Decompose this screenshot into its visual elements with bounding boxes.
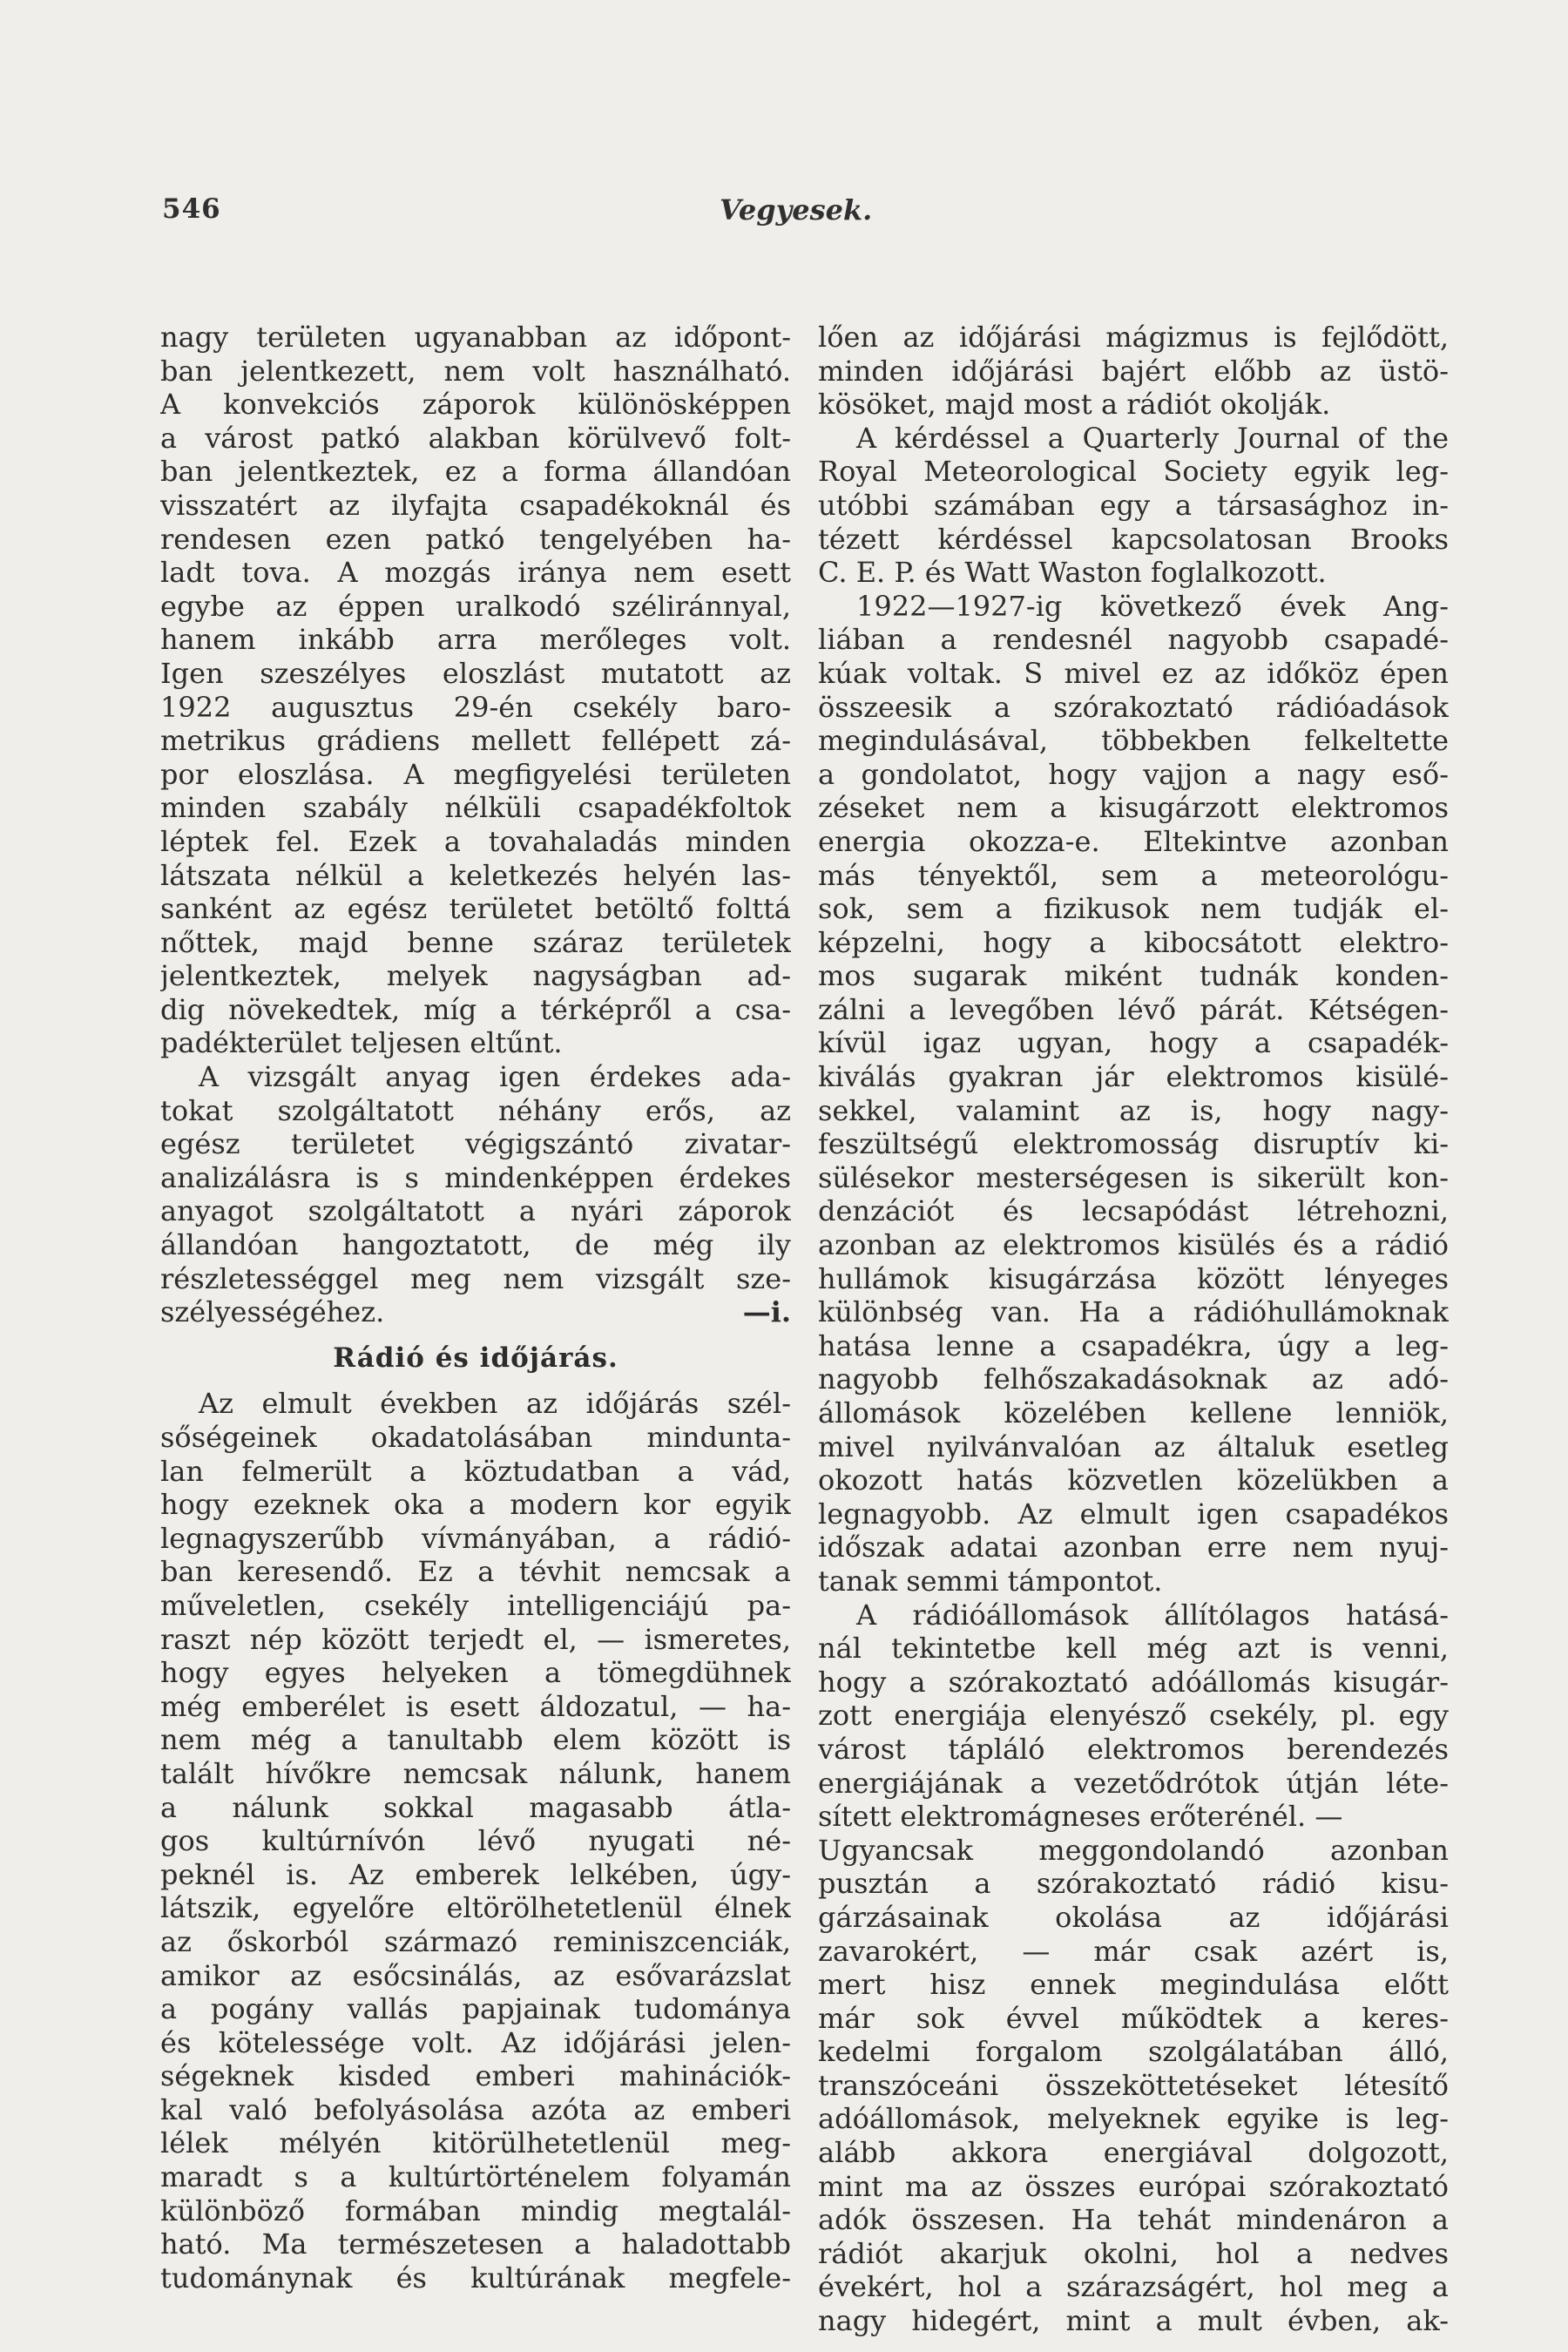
text-line: különböző formában mindig megtalál- [160, 2193, 791, 2227]
text-line: más tényektől, sem a meteorológu- [818, 858, 1449, 892]
text-line: Az elmult években az időjárás szél- [199, 1387, 791, 1421]
text-line: hogy a szórakoztató adóállomás kisugár- [818, 1665, 1449, 1699]
text-line: megindulásával, többekben felkeltette [818, 724, 1449, 758]
text-line: már sok évvel működtek a keres- [818, 2001, 1449, 2035]
text-line: adóállomások, melyeknek egyike is leg- [818, 2102, 1449, 2136]
text-line: hanem inkább arra merőleges volt. [160, 623, 791, 657]
author-signoff: —i. [742, 1295, 791, 1329]
text-line: rendesen ezen patkó tengelyében ha- [160, 522, 791, 556]
text-line: legnagyszerűbb vívmányában, a rádió- [160, 1521, 791, 1555]
text-line: kösöket, majd most a rádiót okolják. [818, 388, 1331, 422]
text-line: sített elektromágneses erőterénél. — [818, 1800, 1343, 1834]
text-line: ható. Ma természetesen a haladottabb [160, 2227, 791, 2261]
text-line: sülésekor mesterségesen is sikerült kon- [818, 1160, 1449, 1194]
text-line: léptek fel. Ezek a tovahaladás minden [160, 824, 791, 858]
text-line: raszt nép között terjedt el, — ismeretes, [160, 1622, 791, 1656]
text-line: időszak adatai azonban erre nem nyuj- [818, 1531, 1449, 1565]
left-para-1 [160, 321, 791, 1060]
text-line: és kötelessége volt. Az időjárási jelen- [160, 2025, 791, 2059]
text-line: zálni a levegőben lévő párát. Kétségen- [818, 992, 1449, 1026]
text-line: liában a rendesnél nagyobb csapadé- [818, 623, 1449, 657]
text-line: minden időjárási bajért előbb az üstö- [818, 354, 1449, 388]
text-line: összeesik a szórakoztató rádióadások [818, 690, 1449, 724]
text-line: Ugyancsak meggondolandó azonban [818, 1833, 1449, 1867]
text-line: mint ma az összes európai szórakoztató [818, 2169, 1449, 2203]
text-line: denzációt és lecsapódást létrehozni, [818, 1194, 1449, 1228]
running-title: Vegyesek. [720, 193, 873, 226]
text-line: a gondolatot, hogy vajjon a nagy eső- [818, 757, 1449, 791]
text-line: A vizsgált anyag igen érdekes ada- [199, 1060, 791, 1094]
left-para-2 [160, 1060, 791, 1329]
text-line: hullámok kisugárzása között lényeges [818, 1261, 1449, 1295]
text-line: a pogány vallás papjainak tudománya [160, 1992, 791, 2026]
text-line: analizálásra is s mindenképpen érdekes [160, 1160, 791, 1194]
text-line: nőttek, majd benne száraz területek [160, 925, 791, 959]
text-line: lően az időjárási mágizmus is fejlődött, [818, 321, 1449, 354]
right-para-4 [818, 1598, 1449, 1834]
text-line: hogy ezeknek oka a modern kor egyik [160, 1488, 791, 1522]
text-line: visszatért az ilyfajta csapadékoknál és [160, 488, 791, 522]
text-line: évekért, hol a szárazságért, hol meg a [818, 2270, 1449, 2304]
text-line: az őskorból származó reminiszcenciák, [160, 1924, 791, 1958]
text-line: állomások közelében kellene lenniök, [818, 1396, 1449, 1429]
text-line: dig növekedtek, míg a térképről a csa- [160, 992, 791, 1026]
signoff-row [160, 1295, 791, 1329]
text-line: sanként az egész területet betöltő folttá [160, 892, 791, 926]
text-line: sőségeinek okadatolásában minduntа- [160, 1421, 791, 1454]
text-line: képzelni, hogy a kibocsátott elektro- [818, 925, 1449, 959]
text-line: energiájának a vezetődrótok útján léte- [818, 1766, 1449, 1800]
text-line: nem még a tanultabb elem között is [160, 1723, 791, 1757]
text-line: okozott hatás közvetlen közelükben a [818, 1463, 1449, 1497]
text-line: ladt tova. A mozgás iránya nem esett [160, 556, 791, 590]
text-line: tanak semmi támpontot. [818, 1564, 1163, 1598]
text-line: pusztán a szórakoztató rádió kisu- [818, 1867, 1449, 1901]
text-line: látszik, egyelőre eltörölhetetlenül élnek [160, 1891, 791, 1925]
text-line: kúak voltak. S mivel ez az időköz épen [818, 656, 1449, 690]
text-line: talált hívőkre nemcsak nálunk, hanem [160, 1756, 791, 1790]
page-number: 546 [162, 193, 221, 225]
text-line: A konvekciós záporok különösképpen [160, 388, 791, 422]
text-line: zavarokért, — már csak azért is, [818, 1934, 1449, 1968]
text-line: 1922—1927-ig következő évek Ang- [856, 589, 1449, 623]
text-line: tudománynak és kultúrának megfele- [160, 2261, 791, 2295]
text-line: szélyességéhez. [160, 1295, 385, 1329]
text-line: nagy területen ugyanabban az időpont- [160, 321, 791, 354]
text-line: még emberélet is esett áldozatul, — ha- [160, 1689, 791, 1723]
text-line: amikor az esőcsinálás, az esővarázslat [160, 1958, 791, 1992]
text-line: sekkel, valamint az is, hogy nagy- [818, 1093, 1449, 1127]
text-line: különbség van. Ha a rádióhullámoknak [818, 1295, 1449, 1329]
text-line: lélek mélyén kitörülhetetlenül meg- [160, 2126, 791, 2160]
text-line: ban jelentkezett, nem volt használható. [160, 354, 791, 388]
text-line: tézett kérdéssel kapcsolatosan Brooks [818, 522, 1449, 556]
text-line: legnagyobb. Az elmult igen csapadékos [818, 1497, 1449, 1531]
text-line: várost tápláló elektromos berendezés [818, 1732, 1449, 1766]
text-line: nagy hidegért, mint a mult évben, ak- [818, 2304, 1449, 2338]
text-line: ségeknek kisded emberi mahinációk- [160, 2059, 791, 2093]
right-para-3 [818, 590, 1449, 1598]
right-column [818, 321, 1449, 2338]
text-line: nál tekintetbe kell még azt is venni, [818, 1632, 1449, 1666]
text-line: C. E. P. és Watt Waston foglalkozott. [818, 556, 1327, 590]
text-line: ban keresendő. Ez a tévhit nemcsak a [160, 1555, 791, 1589]
text-line: műveletlen, csekély intelligenciájú pa- [160, 1588, 791, 1622]
text-line: maradt s a kultúrtörténelem folyamán [160, 2160, 791, 2194]
text-line: egybe az éppen uralkodó széliránnyal, [160, 589, 791, 623]
text-line: utóbbi számában egy a társasághoz in- [818, 488, 1449, 522]
text-line: adók összesen. Ha tehát mindenáron a [818, 2203, 1449, 2237]
text-line: kívül igaz ugyan, hogy a csapadék- [818, 1026, 1449, 1060]
text-line: gos kultúrnívón lévő nyugati né- [160, 1824, 791, 1858]
text-line: energia okozza-e. Eltekintve azonban [818, 824, 1449, 858]
text-line: metrikus grádiens mellett fellépett zá- [160, 724, 791, 758]
text-line: részletességgel meg nem vizsgált sze- [160, 1261, 791, 1295]
left-para-3 [160, 1387, 791, 2295]
text-line: lan felmerült a köztudatban a vád, [160, 1454, 791, 1488]
page-header [162, 193, 873, 246]
left-column [160, 321, 791, 2295]
text-line: A kérdéssel a Quarterly Journal of the [856, 421, 1449, 455]
text-line: jelentkeztek, melyek nagyságban ad- [160, 959, 791, 993]
right-para-2 [818, 422, 1449, 590]
text-line: azonban az elektromos kisülés és a rádió [818, 1228, 1449, 1262]
text-line: Royal Meteorological Society egyik leg- [818, 455, 1449, 489]
text-line: kedelmi forgalom szolgálatában álló, [818, 2035, 1449, 2069]
text-line: a várost patkó alakban körülvevő folt- [160, 421, 791, 455]
text-line: kiválás gyakran jár elektromos kisülé- [818, 1060, 1449, 1094]
text-line: feszültségű elektromosság disruptív ki- [818, 1127, 1449, 1161]
text-line: mert hisz ennek megindulása előtt [818, 1968, 1449, 2002]
text-line: tokat szolgáltatott néhány erős, az [160, 1093, 791, 1127]
text-line: por eloszlása. A megfigyelési területen [160, 757, 791, 791]
text-line: 1922 augusztus 29-én csekély baro- [160, 690, 791, 724]
right-para-5 [818, 1834, 1449, 2338]
text-line: zott energiája elenyésző csekély, pl. egy [818, 1699, 1449, 1733]
text-line: zéseket nem a kisugárzott elektromos [818, 791, 1449, 825]
text-line: hogy egyes helyeken a tömegdühnek [160, 1656, 791, 1690]
text-line: egész területet végigszántó zivatar- [160, 1127, 791, 1161]
text-line: peknél is. Az emberek lelkében, úgy- [160, 1857, 791, 1891]
text-line: gárzásainak okolása az időjárási [818, 1900, 1449, 1934]
text-line: ban jelentkeztek, ez a forma állandóan [160, 455, 791, 489]
text-line: padékterület teljesen eltűnt. [160, 1026, 563, 1060]
text-line: mivel nyilvánvalóan az általuk esetleg [818, 1429, 1449, 1463]
text-line: a nálunk sokkal magasabb átla- [160, 1790, 791, 1824]
text-line: alább akkora energiával dolgozott, [818, 2136, 1449, 2170]
text-line: állandóan hangoztatott, de még ily [160, 1228, 791, 1262]
text-line: anyagot szolgáltatott a nyári záporok [160, 1194, 791, 1228]
text-line: minden szabály nélküli csapadékfoltok [160, 791, 791, 825]
text-line: transzóceáni összeköttetéseket létesítő [818, 2068, 1449, 2102]
text-line: rádiót akarjuk okolni, hol a nedves [818, 2236, 1449, 2270]
text-line: hatása lenne a csapadékra, úgy a leg- [818, 1328, 1449, 1362]
text-line: látszata nélkül a keletkezés helyén las- [160, 858, 791, 892]
right-para-1 [818, 321, 1449, 422]
text-line: Igen szeszélyes eloszlást mutatott az [160, 656, 791, 690]
text-line: sok, sem a fizikusok nem tudják el- [818, 892, 1449, 926]
text-line: mos sugarak miként tudnák konden- [818, 959, 1449, 993]
text-line: kal való befolyásolása azóta az emberi [160, 2092, 791, 2126]
text-line: nagyobb felhőszakadásoknak az adó- [818, 1362, 1449, 1396]
text-line: A rádióállomások állítólagos hatásá- [856, 1598, 1449, 1632]
section-heading: Rádió és időjárás. [333, 1342, 618, 1374]
